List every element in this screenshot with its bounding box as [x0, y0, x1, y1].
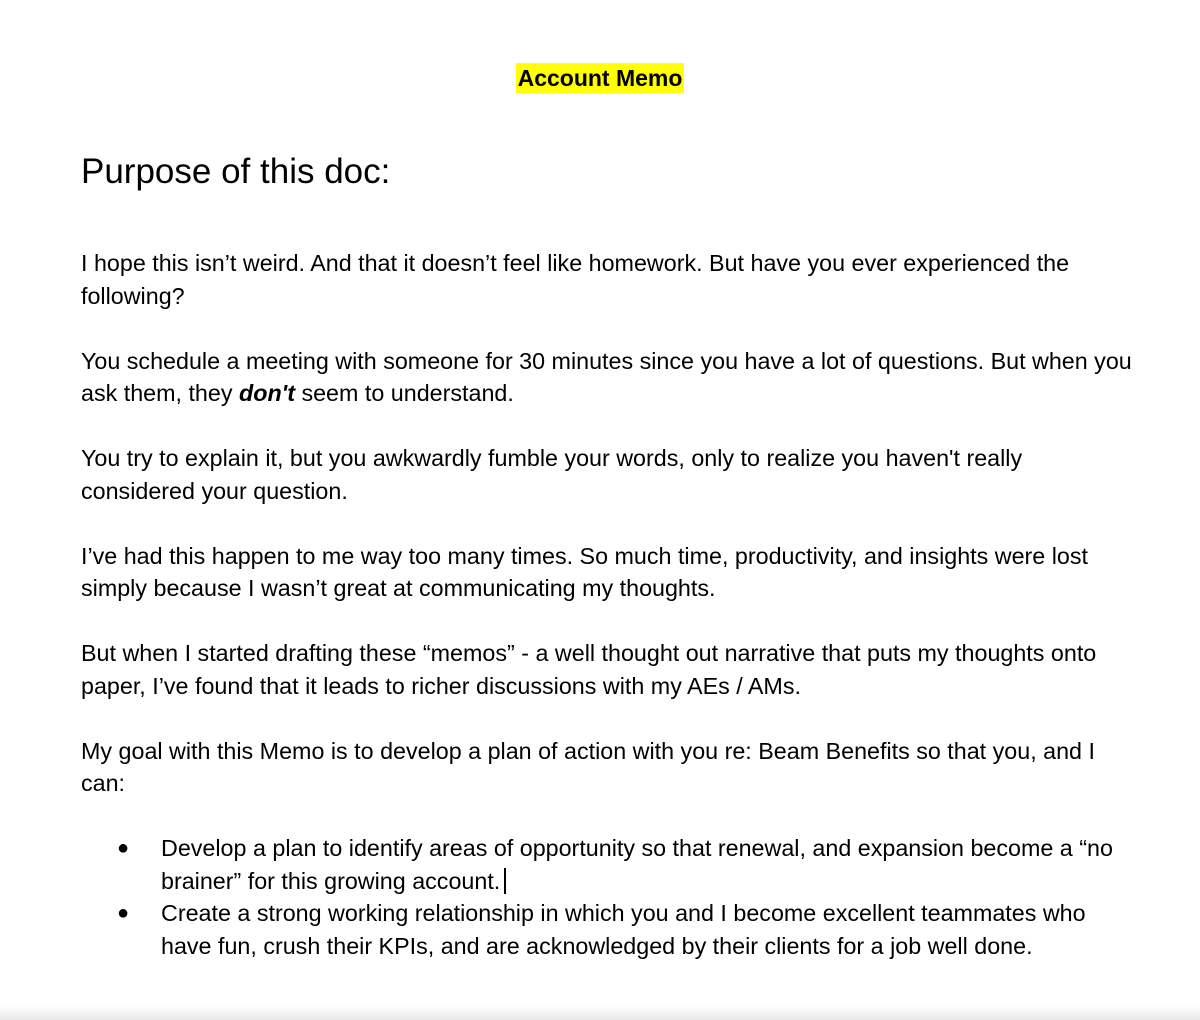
paragraph-3[interactable]: You try to explain it, but you awkwardly fumble your words, only to realize you haven't really considered your question. — [81, 445, 1023, 504]
list-item[interactable] — [81, 897, 1141, 962]
paragraph-1[interactable]: I hope this isn’t weird. And that it doesn’t feel like homework. But have you ever experienced the following? — [81, 250, 1070, 309]
bullet-icon: ● — [117, 837, 130, 859]
document-body[interactable] — [81, 247, 1141, 832]
emphasized-word: don't — [238, 380, 295, 406]
text-cursor-icon — [504, 868, 506, 894]
bullet-icon: ● — [117, 902, 130, 924]
list-item[interactable] — [81, 832, 1141, 897]
list-item-text: Develop a plan to identify areas of opportunity so that renewal, and expansion become a “no brainer” for this growing account. — [161, 835, 1113, 894]
bullet-list — [81, 832, 1141, 962]
paragraph-2-text-end: seem to understand. — [294, 380, 514, 406]
list-item-text: Create a strong working relationship in which you and I become excellent teammates who have fun, crush their KPIs, and are acknowledged by their clients for a job well done. — [161, 900, 1086, 959]
paragraph-5[interactable]: But when I started drafting these “memos” - a well thought out narrative that puts my thoughts onto paper, I’ve found that it leads to richer discussions with my AEs / AMs. — [81, 640, 1097, 699]
page-bottom-edge — [0, 1006, 1200, 1020]
section-heading[interactable]: Purpose of this doc: — [81, 152, 391, 191]
paragraph-2[interactable] — [81, 345, 1141, 410]
paragraph-6[interactable]: My goal with this Memo is to develop a plan of action with you re: Beam Benefits so that you, and I can: — [81, 737, 1095, 796]
paragraph-2-text-start: You schedule a meeting with someone for 30 minutes since you have a lot of questions. But when you ask them, they — [81, 347, 1132, 406]
document-title[interactable]: Account Memo — [517, 65, 683, 91]
title-row — [0, 63, 1200, 93]
paragraph-4[interactable]: I’ve had this happen to me way too many times. So much time, productivity, and insights were lost simply because I wasn’t great at communicating my thoughts. — [81, 542, 1088, 601]
